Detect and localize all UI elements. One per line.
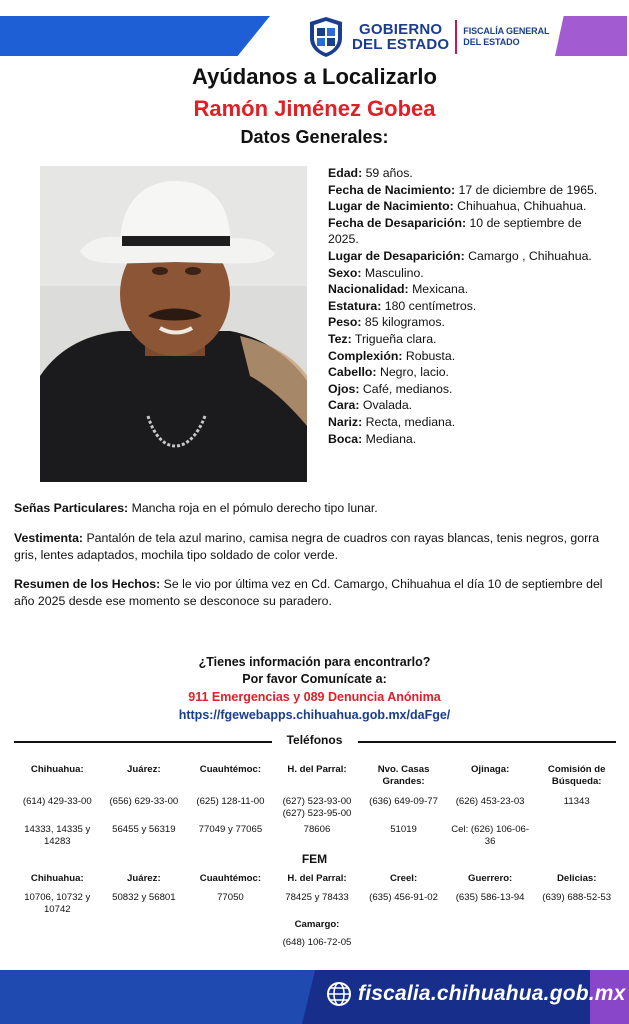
fem-city-header: Guerrero: — [468, 873, 513, 884]
phone-extension: 56455 y 56319 — [112, 824, 176, 835]
fem-city-header: Cuauhtémoc: — [199, 873, 262, 884]
phone-number: (626) 453-23-03 — [455, 796, 525, 807]
detail-label: Peso: — [328, 315, 362, 330]
phone-city-header: Chihuahua: — [30, 764, 84, 775]
detail-value: Recta, mediana. — [365, 414, 456, 429]
fem-row-1 — [14, 892, 620, 916]
telefonos-row-2 — [14, 824, 620, 848]
resumen-hechos: Resumen de los Hechos: Se le vio por última vez en Cd. Camargo, Chihuahua el día 10 de septiembre del año 2025 desde ese momento se desconoce su paradero. — [14, 577, 603, 608]
detail-row — [328, 165, 598, 182]
phone-number: 11343 — [563, 796, 590, 807]
phone-city-header: Juárez: — [127, 764, 161, 775]
fem-phone: 77050 — [217, 892, 244, 903]
camargo-label: Camargo: — [294, 919, 340, 930]
detail-value: 17 de diciembre de 1965. — [458, 182, 598, 197]
fem-city-header: Creel: — [389, 873, 418, 884]
detail-label: Fecha de Desaparición: — [328, 215, 467, 230]
phone-city-header: Comisión de Búsqueda: — [547, 764, 606, 787]
detail-label: Fecha de Nacimiento: — [328, 182, 456, 197]
camargo-value-row — [14, 937, 620, 949]
detail-label: Complexión: — [328, 348, 403, 363]
fem-headers — [14, 873, 620, 885]
detail-label: Edad: — [328, 166, 363, 180]
phone-extension: 77049 y 77065 — [198, 824, 263, 835]
phone-city-header: H. del Parral: — [287, 764, 347, 775]
detail-value: 85 kilogramos. — [364, 315, 445, 330]
phone-number: (656) 629-33-00 — [109, 796, 179, 807]
detail-row — [328, 431, 598, 448]
missing-person-name: Ramón Jiménez Gobea — [193, 96, 436, 121]
telefonos-headers — [14, 764, 620, 788]
vestimenta: Vestimenta: Pantalón de tela azul marino, camisa negra de cuadros con rayas blancas, tenis negros, gorra gris, lentes adaptados, mochila tipo soldado de color verde. — [14, 531, 600, 562]
detail-row — [328, 298, 598, 315]
footer — [0, 970, 629, 1024]
section-title: Datos Generales: — [240, 127, 389, 147]
emergency-numbers: 911 Emergencias y 089 Denuncia Anónima — [188, 690, 441, 704]
telefonos-row-1 — [14, 796, 620, 820]
detail-row — [328, 182, 598, 199]
detail-value: Negro, lacio. — [379, 365, 449, 380]
detail-row — [328, 364, 598, 381]
senas-particulares: Señas Particulares: Mancha roja en el pómulo derecho tipo lunar. — [14, 501, 378, 515]
camargo-block — [14, 919, 620, 931]
detail-row — [328, 265, 598, 282]
fem-phone: (635) 456-91-02 — [369, 892, 438, 903]
detail-value: Masculino. — [364, 265, 424, 280]
detail-value: Robusta. — [405, 348, 456, 363]
fem-city-header: Chihuahua: — [30, 873, 84, 884]
detail-value: 10 de septiembre de 2025. — [328, 215, 582, 247]
fem-phone: 78425 y 78433 — [285, 892, 349, 903]
fem-city-header: Juárez: — [127, 873, 161, 884]
detail-label: Nariz: — [328, 414, 363, 429]
detail-value: 180 centímetros. — [384, 298, 477, 313]
fem-title: FEM — [301, 852, 328, 866]
phone-city-header: Cuauhtémoc: — [199, 764, 262, 775]
detail-value: 59 años. — [365, 166, 413, 180]
phone-number: (614) 429-33-00 — [22, 796, 92, 807]
detail-label: Cabello: — [328, 365, 377, 380]
help-title: Ayúdanos a Localizarlo — [192, 64, 437, 89]
detail-label: Lugar de Nacimiento: — [328, 199, 454, 214]
detail-value: Mexicana. — [412, 282, 469, 297]
phone-number: (636) 649-09-77 — [369, 796, 438, 807]
phone-extension: Cel: (626) 106-06-36 — [451, 824, 530, 847]
report-url-link[interactable]: https://fgewebapps.chihuahua.gob.mx/daFge/ — [178, 708, 451, 722]
detail-row — [328, 248, 598, 265]
logo-divider — [455, 20, 457, 54]
contact-please: Por favor Comunícate a: — [242, 672, 387, 686]
phone-number: (627) 523-93-00 (627) 523-95-00 — [282, 796, 352, 819]
detail-row — [328, 397, 598, 414]
fem-phone: 10706, 10732 y 10742 — [24, 892, 91, 915]
phone-extension: 78606 — [303, 824, 331, 835]
detail-value: Café, medianos. — [362, 381, 453, 396]
fem-city-header: Delicias: — [556, 873, 597, 884]
detail-label: Ojos: — [328, 381, 360, 396]
person-photo — [40, 166, 307, 482]
fem-city-header: H. del Parral: — [287, 873, 347, 884]
detail-value: Mediana. — [365, 431, 417, 446]
detail-row — [328, 215, 598, 248]
footer-website[interactable] — [326, 981, 626, 1007]
detail-label: Sexo: — [328, 265, 362, 280]
detail-row — [328, 281, 598, 298]
general-details — [328, 165, 598, 447]
phone-extension — [533, 824, 620, 848]
state-shield-icon — [308, 16, 344, 58]
fem-phone: (635) 586-13-94 — [455, 892, 525, 903]
detail-value: Ovalada. — [362, 398, 413, 413]
camargo-phone: (648) 106-72-05 — [282, 937, 352, 948]
detail-row — [328, 314, 598, 331]
detail-value: Camargo , Chihuahua. — [468, 248, 592, 263]
detail-value: Chihuahua, Chihuahua. — [457, 199, 587, 214]
header-blue-band — [0, 16, 270, 56]
fiscalia-text: FISCALÍA GENERAL DEL ESTADO — [463, 26, 550, 47]
header-purple-band — [555, 16, 627, 56]
fem-phone: 50832 y 56801 — [112, 892, 176, 903]
detail-value: Trigueña clara. — [354, 331, 437, 346]
phone-number: (625) 128-11-00 — [196, 796, 265, 807]
detail-row — [328, 331, 598, 348]
fem-phone: (639) 688-52-53 — [542, 892, 612, 903]
detail-row — [328, 348, 598, 365]
detail-label: Lugar de Desaparición: — [328, 248, 465, 263]
phone-extension: 51019 — [390, 824, 417, 835]
detail-row — [328, 381, 598, 398]
government-logo — [308, 16, 549, 58]
phone-city-header: Ojinaga: — [470, 764, 510, 775]
globe-icon — [326, 981, 352, 1007]
detail-label: Estatura: — [328, 298, 382, 313]
detail-label: Boca: — [328, 431, 363, 446]
detail-row — [328, 414, 598, 431]
phone-city-header: Nvo. Casas Grandes: — [377, 764, 430, 787]
contact-question: ¿Tienes información para encontrarlo? — [198, 655, 431, 669]
gobierno-text: GOBIERNO DEL ESTADO — [352, 21, 450, 53]
phone-extension: 14333, 14335 y 14283 — [24, 824, 91, 847]
website-text: fiscalia.chihuahua.gob.mx — [358, 982, 626, 1005]
detail-label: Nacionalidad: — [328, 282, 409, 297]
telefonos-title: Teléfonos — [286, 733, 343, 747]
detail-label: Tez: — [328, 331, 352, 346]
detail-label: Cara: — [328, 398, 360, 413]
detail-row — [328, 198, 598, 215]
